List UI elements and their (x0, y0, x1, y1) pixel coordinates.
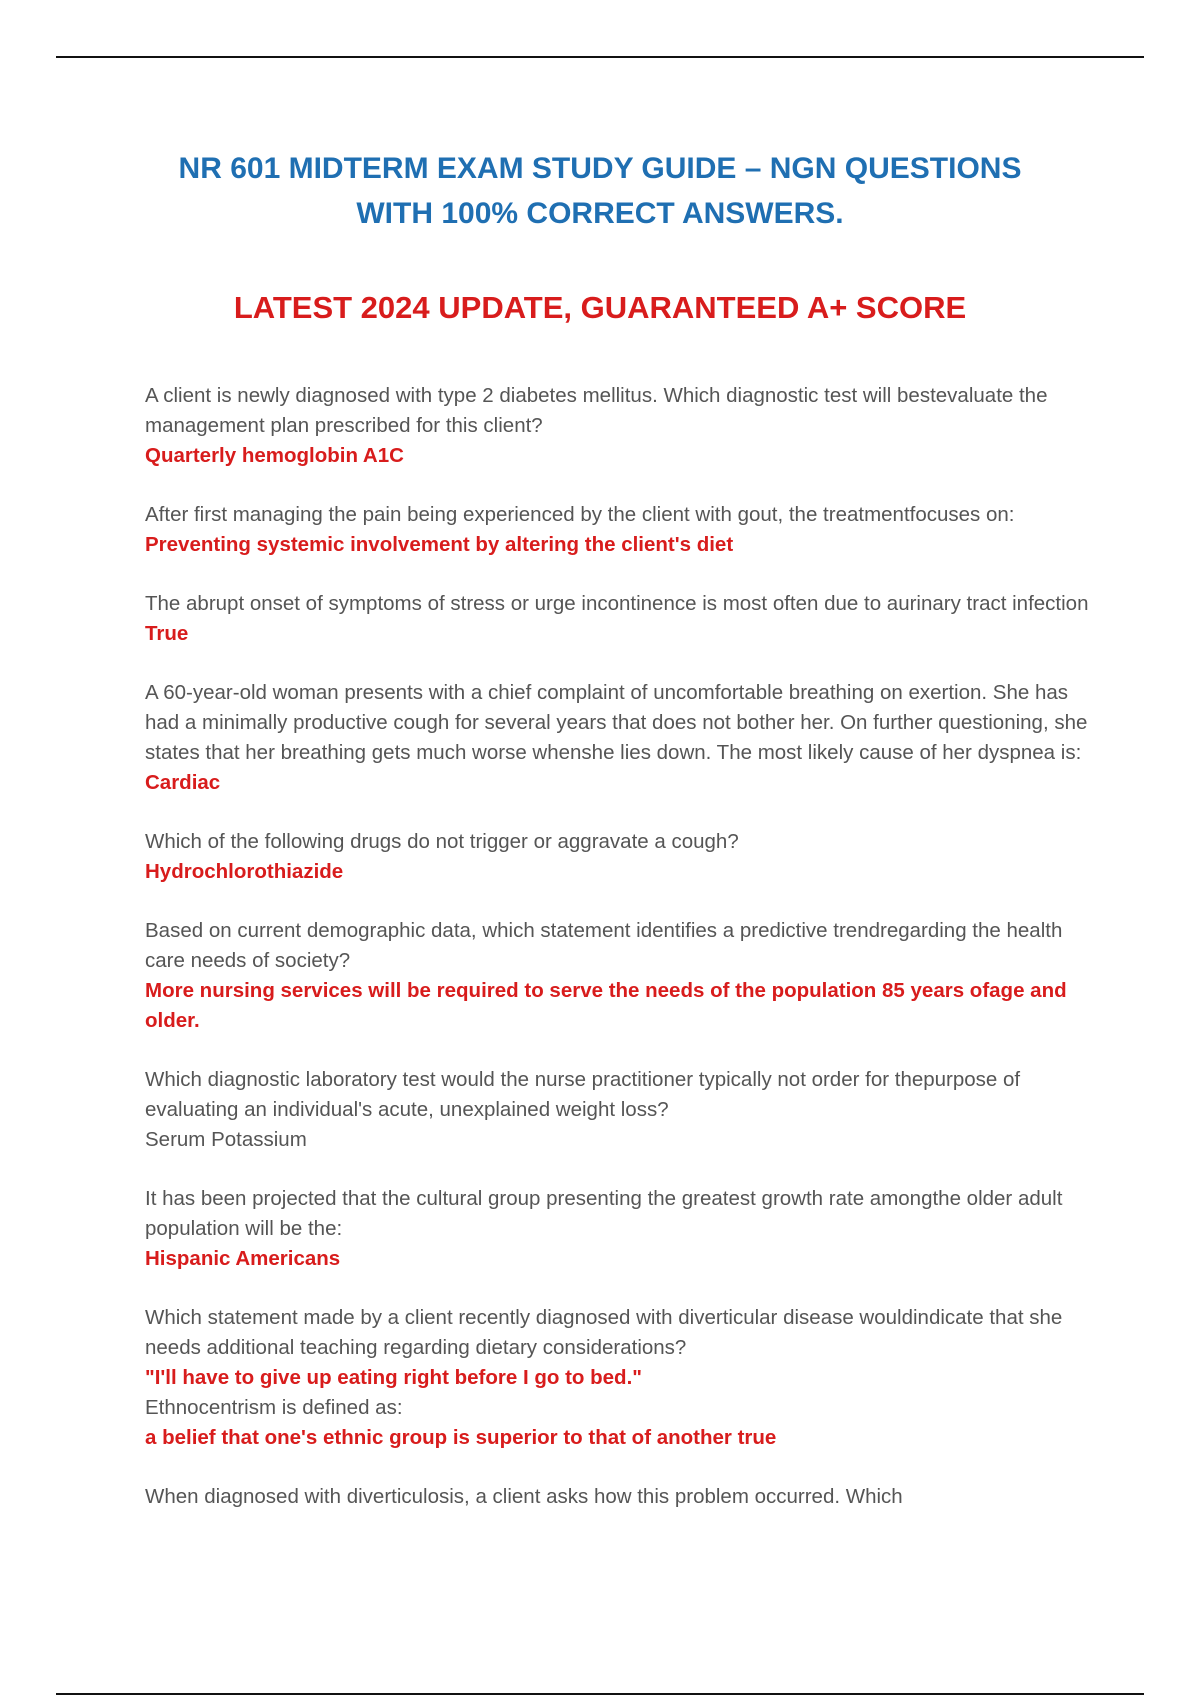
answer-text: Hispanic Americans (145, 1247, 341, 1270)
bottom-divider (56, 1693, 1144, 1695)
question-text: A client is newly diagnosed with type 2 diabetes mellitus. Which diagnostic test will bestevaluate the management plan prescribed for this client? (145, 384, 1048, 437)
title-line-2: WITH 100% CORRECT ANSWERS. (356, 197, 844, 230)
qa-item-5 (145, 827, 1105, 887)
answer-text: Quarterly hemoglobin A1C (145, 444, 404, 467)
answer-text: Cardiac (145, 771, 221, 794)
qa-item-7 (145, 1065, 1105, 1155)
question-text: After first managing the pain being experienced by the client with gout, the treatmentfocuses on: (145, 503, 1015, 526)
question-text: Which diagnostic laboratory test would the nurse practitioner typically not order for thepurpose of evaluating an individual's acute, unexplained weight loss? (145, 1068, 1021, 1121)
question-text: Based on current demographic data, which statement identifies a predictive trendregarding the health care needs of society? (145, 919, 1063, 972)
question-text: When diagnosed with diverticulosis, a client asks how this problem occurred. Which (145, 1485, 903, 1508)
qa-item-4 (145, 678, 1105, 798)
answer-text: "I'll have to give up eating right before I go to bed." (145, 1366, 642, 1389)
qa-item-10 (145, 1393, 1105, 1453)
answer-text: True (145, 622, 189, 645)
document-subtitle: LATEST 2024 UPDATE, GUARANTEED A+ SCORE (233, 290, 967, 325)
qa-item-6 (145, 916, 1105, 1036)
qa-item-1 (145, 381, 1105, 471)
qa-item-9 (145, 1303, 1105, 1393)
question-text: Which of the following drugs do not trigger or aggravate a cough? (145, 830, 739, 853)
qa-list (145, 381, 1105, 1541)
answer-text: Preventing systemic involvement by altering the client's diet (145, 533, 734, 556)
question-text: Which statement made by a client recently diagnosed with diverticular disease wouldindicate that she needs additional teaching regarding dietary considerations? (145, 1306, 1063, 1359)
question-text: It has been projected that the cultural group presenting the greatest growth rate amongthe older adult population will be the: (145, 1187, 1063, 1240)
document-title (100, 146, 1100, 236)
answer-text: Serum Potassium (145, 1128, 307, 1151)
top-divider (56, 56, 1144, 58)
answer-text: Hydrochlorothiazide (145, 860, 344, 883)
qa-item-11 (145, 1482, 1105, 1512)
question-text: A 60-year-old woman presents with a chief complaint of uncomfortable breathing on exertion. She has had a minimally productive cough for several years that does not bother her. On further questioning, she states that her breathing gets much worse whenshe lies down. The most likely cause of her dyspnea is: (145, 681, 1088, 764)
qa-item-2 (145, 500, 1105, 560)
qa-item-8 (145, 1184, 1105, 1274)
answer-text: More nursing services will be required to serve the needs of the population 85 years ofage and older. (145, 979, 1067, 1032)
question-text: Ethnocentrism is defined as: (145, 1396, 403, 1419)
question-text: The abrupt onset of symptoms of stress or urge incontinence is most often due to aurinary tract infection (145, 592, 1089, 615)
title-line-1: NR 601 MIDTERM EXAM STUDY GUIDE – NGN QUESTIONS (178, 152, 1022, 185)
answer-text: a belief that one's ethnic group is superior to that of another true (145, 1426, 777, 1449)
qa-item-3 (145, 589, 1105, 649)
